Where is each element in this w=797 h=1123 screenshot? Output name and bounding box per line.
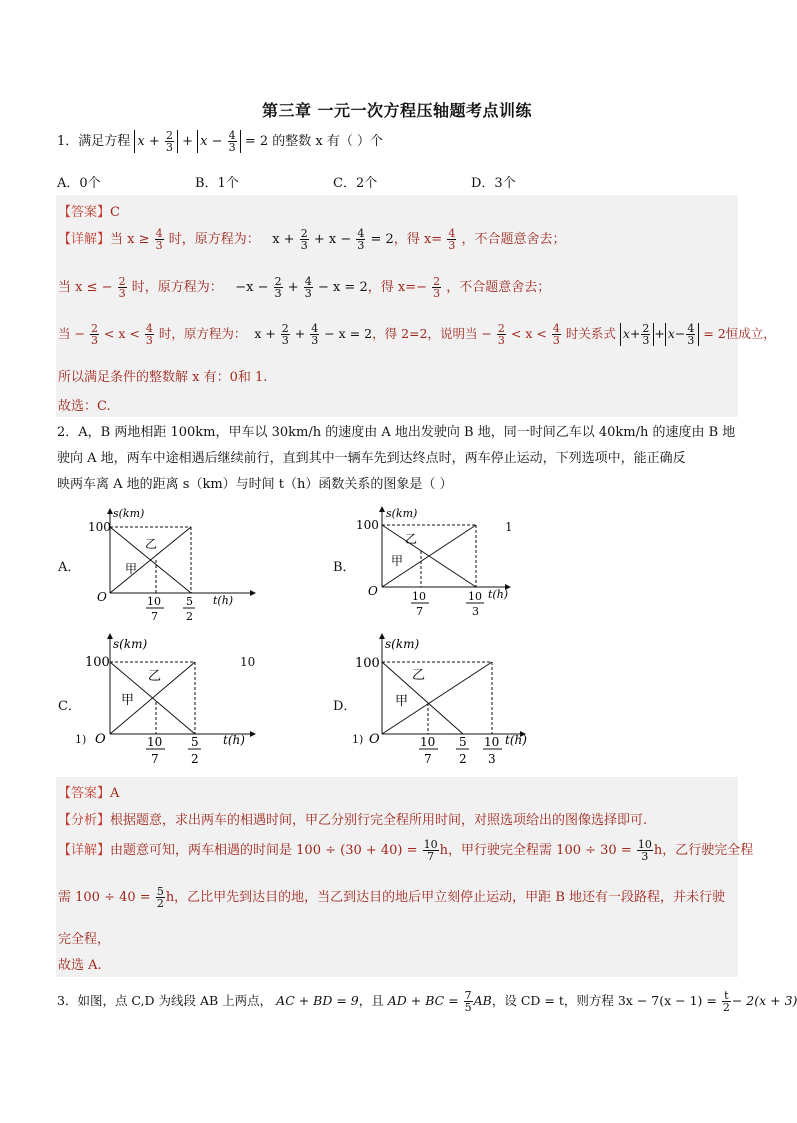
q2-line-3: 映两车离 A 地的距离 s（km）与时间 t（h）函数关系的图象是（ ） [57, 477, 453, 492]
numerator: 10 [637, 838, 652, 851]
fraction [304, 276, 313, 299]
denominator: 3 [90, 334, 98, 347]
stray-mark: 1 [505, 520, 513, 534]
text: h，乙比甲先到达目的地，当乙到达目的地后甲立刻停止运动，甲距 B 地还有一段路程，并未行驶 [165, 890, 726, 905]
text: = 2 [370, 232, 394, 247]
abs-term-2 [197, 130, 241, 153]
text: + x − [313, 232, 352, 247]
tick-7: 7 [151, 752, 159, 766]
graph-c [85, 630, 265, 770]
t-axis-label: t(h) [213, 594, 234, 607]
fraction [310, 323, 319, 346]
fraction [156, 886, 165, 909]
y-100-label: 100 [355, 656, 380, 671]
text: 时，原方程为： [158, 326, 247, 341]
a2-line-4: 故选 A. [58, 958, 102, 973]
jia-label: 甲 [395, 694, 409, 709]
a1-detail-line-2 [58, 276, 550, 299]
denominator: 3 [433, 287, 441, 300]
tick-10: 10 [420, 735, 436, 749]
jia-label: 甲 [121, 693, 135, 708]
fraction [722, 990, 731, 1013]
fraction [274, 276, 283, 299]
yi-label: 乙 [412, 668, 426, 683]
text: + [294, 326, 306, 341]
t-axis-label: t(h) [488, 588, 509, 601]
q1-option-d: D．3个 [471, 176, 516, 191]
denominator: 3 [687, 334, 695, 347]
denominator: 3 [228, 141, 236, 154]
var-x: x [667, 326, 675, 341]
detail-tag: 【详解】 [58, 843, 111, 858]
tick-3: 3 [488, 752, 496, 766]
tick-7: 7 [151, 610, 158, 623]
numerator: 2 [90, 322, 98, 335]
a2-analysis [58, 809, 647, 828]
numerator: 4 [357, 227, 365, 240]
yi-label: 乙 [405, 532, 418, 546]
text: 当 x ≥ [110, 232, 150, 247]
y-100-label: 100 [356, 518, 379, 532]
numerator: 2 [165, 129, 173, 142]
denominator: 3 [145, 334, 153, 347]
denominator: 3 [448, 239, 456, 252]
q2-option-c: C． [58, 699, 81, 714]
numerator: t [722, 990, 731, 1002]
fraction [641, 323, 650, 346]
denominator: 3 [274, 287, 282, 300]
origin-label: O [369, 732, 380, 747]
fraction [637, 839, 653, 862]
jia-label: 甲 [125, 562, 138, 576]
analysis-text: 根据题意，求出两车的相遇时间，甲乙分别行完全程所用时间，对照选项给出的图像选择即可. [110, 813, 648, 828]
t-axis-label: t(h) [505, 733, 527, 747]
graph-a [85, 505, 265, 623]
detail-tag: 【详解】 [58, 232, 111, 247]
denominator: 2 [156, 897, 164, 910]
text: + [287, 280, 299, 295]
a2-line-3: 完全程， [58, 932, 111, 947]
numerator: 2 [281, 322, 289, 335]
numerator: 4 [228, 129, 236, 142]
text: < x < [510, 326, 547, 341]
fraction [423, 839, 439, 862]
jia-label: 甲 [391, 554, 404, 568]
s-axis-label: s(km) [385, 637, 420, 651]
denominator: 3 [165, 141, 173, 154]
text: ，设 CD = t，则方程 3x − 7(x − 1) = [491, 993, 717, 1008]
denominator: 3 [497, 334, 505, 347]
numerator: 2 [433, 275, 441, 288]
tick-7: 7 [424, 752, 432, 766]
answer-value: A [110, 786, 120, 801]
yi-label: 乙 [145, 537, 158, 551]
graph-d [355, 630, 540, 770]
question-3 [57, 990, 797, 1013]
q1-prefix: 1．满足方程 [57, 134, 131, 149]
text: ，不合题意舍去； [446, 280, 551, 295]
q2-option-a: A． [58, 560, 81, 575]
analysis-tag: 【分析】 [58, 813, 111, 828]
tick-10: 10 [412, 590, 426, 603]
fraction [228, 130, 237, 153]
yi-label: 乙 [148, 669, 162, 684]
numerator: 7 [464, 989, 472, 1002]
text: − x = 2 [324, 326, 373, 341]
s-axis-label: s(km) [386, 507, 418, 520]
text: h，甲行驶完全程需 100 ÷ 30 = [439, 843, 632, 858]
fraction [356, 228, 365, 251]
text: 当 x ≤ − [58, 280, 113, 295]
fraction [686, 323, 695, 346]
denominator: 3 [300, 239, 308, 252]
graph-b [356, 503, 540, 621]
a1-detail-line-1 [58, 228, 565, 251]
numerator: 2 [300, 227, 308, 240]
tick-5: 5 [191, 735, 199, 749]
text: ，不合题意舍去； [461, 232, 566, 247]
stray-mark: 1) [352, 733, 364, 746]
numerator: 4 [155, 227, 163, 240]
abs-term-1 [134, 130, 178, 153]
text: < x < [103, 326, 140, 341]
q2-option-d: D． [333, 699, 357, 714]
tick-2: 2 [459, 752, 467, 766]
text: − x = 2 [317, 280, 368, 295]
a1-answer [58, 201, 120, 220]
numerator: 5 [156, 885, 164, 898]
text: ，得 x= [393, 232, 443, 247]
denominator: 3 [155, 239, 163, 252]
numerator: 2 [642, 322, 650, 335]
numerator: 2 [118, 275, 126, 288]
q2-line-2: 驶向 A 地，两车中途相遇后继续前行，直到其中一辆车先到达终点时，两车停止运动，下列选项中，能正确反 [57, 451, 686, 466]
text: x + [272, 232, 295, 247]
a2-detail-line-2 [58, 886, 725, 909]
fraction [118, 276, 127, 299]
numerator: 4 [311, 322, 319, 335]
denominator: 3 [304, 287, 312, 300]
numerator: 2 [497, 322, 505, 335]
stray-mark: 10 [240, 655, 256, 669]
tick-2: 2 [186, 610, 193, 623]
numerator: 4 [145, 322, 153, 335]
plus-sign: + [148, 134, 160, 149]
s-axis-label: s(km) [113, 637, 148, 651]
plus-sign: + [182, 134, 193, 149]
text: 3．如图，点 C,D 为线段 AB 上两点， [57, 993, 273, 1008]
equation-rhs: = 2 [244, 134, 269, 149]
fraction [464, 990, 473, 1013]
origin-label: O [95, 732, 106, 747]
answer-tag: 【答案】 [58, 205, 111, 220]
fraction [497, 323, 506, 346]
q2-option-b: B． [333, 560, 356, 575]
text: 当 − [58, 326, 85, 341]
numerator: 4 [687, 322, 695, 335]
var-x: x [200, 134, 208, 149]
fraction [165, 130, 174, 153]
text: ，得 2=2，说明当 − [372, 326, 492, 341]
q1-option-b: B．1个 [195, 176, 239, 191]
math: AC + BD = 9 [276, 993, 359, 1008]
denominator: 3 [281, 334, 289, 347]
text: −x − [235, 280, 269, 295]
a2-answer [58, 782, 119, 801]
denominator: 3 [642, 334, 650, 347]
text: = 2恒成立， [703, 326, 776, 341]
q2-line-1: 2．A，B 两地相距 100km，甲车以 30km/h 的速度由 A 地出发驶向 B 地，同一时间乙车以 40km/h 的速度由 B 地 [57, 425, 736, 440]
text: ，得 x=− [367, 280, 427, 295]
y-100-label: 100 [88, 520, 111, 534]
fraction [300, 228, 309, 251]
tick-10: 10 [147, 735, 163, 749]
math: AB [473, 993, 492, 1008]
tick-10: 10 [468, 590, 482, 603]
fraction [90, 323, 99, 346]
text: x + [254, 326, 276, 341]
tick-2: 2 [191, 752, 199, 766]
tick-10: 10 [147, 595, 161, 608]
fraction [447, 228, 456, 251]
fraction [281, 323, 290, 346]
denominator: 3 [118, 287, 126, 300]
math: AD + BC = [387, 993, 459, 1008]
text: 时，原方程为： [168, 232, 260, 247]
numerator: 4 [304, 275, 312, 288]
tick-7: 7 [416, 605, 423, 618]
a1-line-5: 故选：C. [58, 399, 111, 414]
abs-term: x− $\frac{4}{3}$ [665, 323, 700, 346]
question-1 [57, 130, 383, 153]
answer-2-block [56, 777, 738, 977]
numerator: 4 [448, 227, 456, 240]
minus-sign: − [211, 134, 223, 149]
numerator: 4 [552, 322, 560, 335]
fraction [432, 276, 441, 299]
numerator: 2 [274, 275, 282, 288]
numerator: 10 [423, 838, 438, 851]
q1-suffix: 的整数 x 有（ ）个 [272, 134, 383, 149]
denominator: 3 [311, 334, 319, 347]
a2-detail-line-1 [58, 839, 753, 862]
s-axis-label: s(km) [113, 507, 145, 520]
y-100-label: 100 [85, 655, 110, 670]
tick-5: 5 [186, 595, 193, 608]
origin-label: O [368, 584, 378, 598]
text: h，乙行驶完全程 [653, 843, 754, 858]
denominator: 3 [357, 239, 365, 252]
math: − 2(x + 3) [731, 993, 797, 1008]
stray-mark: 1) [75, 733, 87, 746]
q1-option-a: A．0个 [57, 176, 101, 191]
denominator: 3 [552, 334, 560, 347]
a1-detail-line-3: 当 − $\frac{2}{3}$ < x < $\frac{4}{3}$ 时，原方程为： x + $\frac{2}{3}$ + $\frac{4}{3}$ − x = 2，得 2=2，说明当 − $\frac{2}{3}$ < x < $\frac{4}{3}$ 时关系式 x+ $\frac{2}{3}$ + x− $\frac{4}{3}$ = 2恒成立， [58, 322, 776, 347]
tick-3: 3 [472, 605, 479, 618]
fraction [552, 323, 561, 346]
denominator: 3 [641, 850, 649, 863]
var-x: x [137, 134, 145, 149]
denominator: 7 [427, 850, 435, 863]
denominator: 2 [722, 1001, 730, 1014]
fraction [145, 323, 154, 346]
text: 时关系式 [565, 326, 616, 341]
text: ，且 [358, 993, 384, 1008]
fraction [155, 228, 164, 251]
page-title: 第三章 一元一次方程压轴题考点训练 [261, 101, 533, 120]
text: 时，原方程为： [131, 280, 223, 295]
tick-10: 10 [484, 735, 500, 749]
t-axis-label: t(h) [223, 733, 245, 747]
q1-option-c: C．2个 [333, 176, 378, 191]
answer-tag: 【答案】 [58, 786, 111, 801]
text: 由题意可知，两车相遇的时间是 100 ÷ (30 + 40) = [110, 843, 418, 858]
abs-term: x+ $\frac{2}{3}$ [620, 323, 655, 346]
text: 需 100 ÷ 40 = [58, 890, 151, 905]
a1-line-4: 所以满足条件的整数解 x 有：0和 1. [58, 370, 268, 385]
tick-5: 5 [459, 735, 467, 749]
denominator: 5 [464, 1001, 472, 1014]
var-x: x [622, 326, 630, 341]
answer-value: C [110, 205, 120, 220]
origin-label: O [97, 590, 107, 604]
